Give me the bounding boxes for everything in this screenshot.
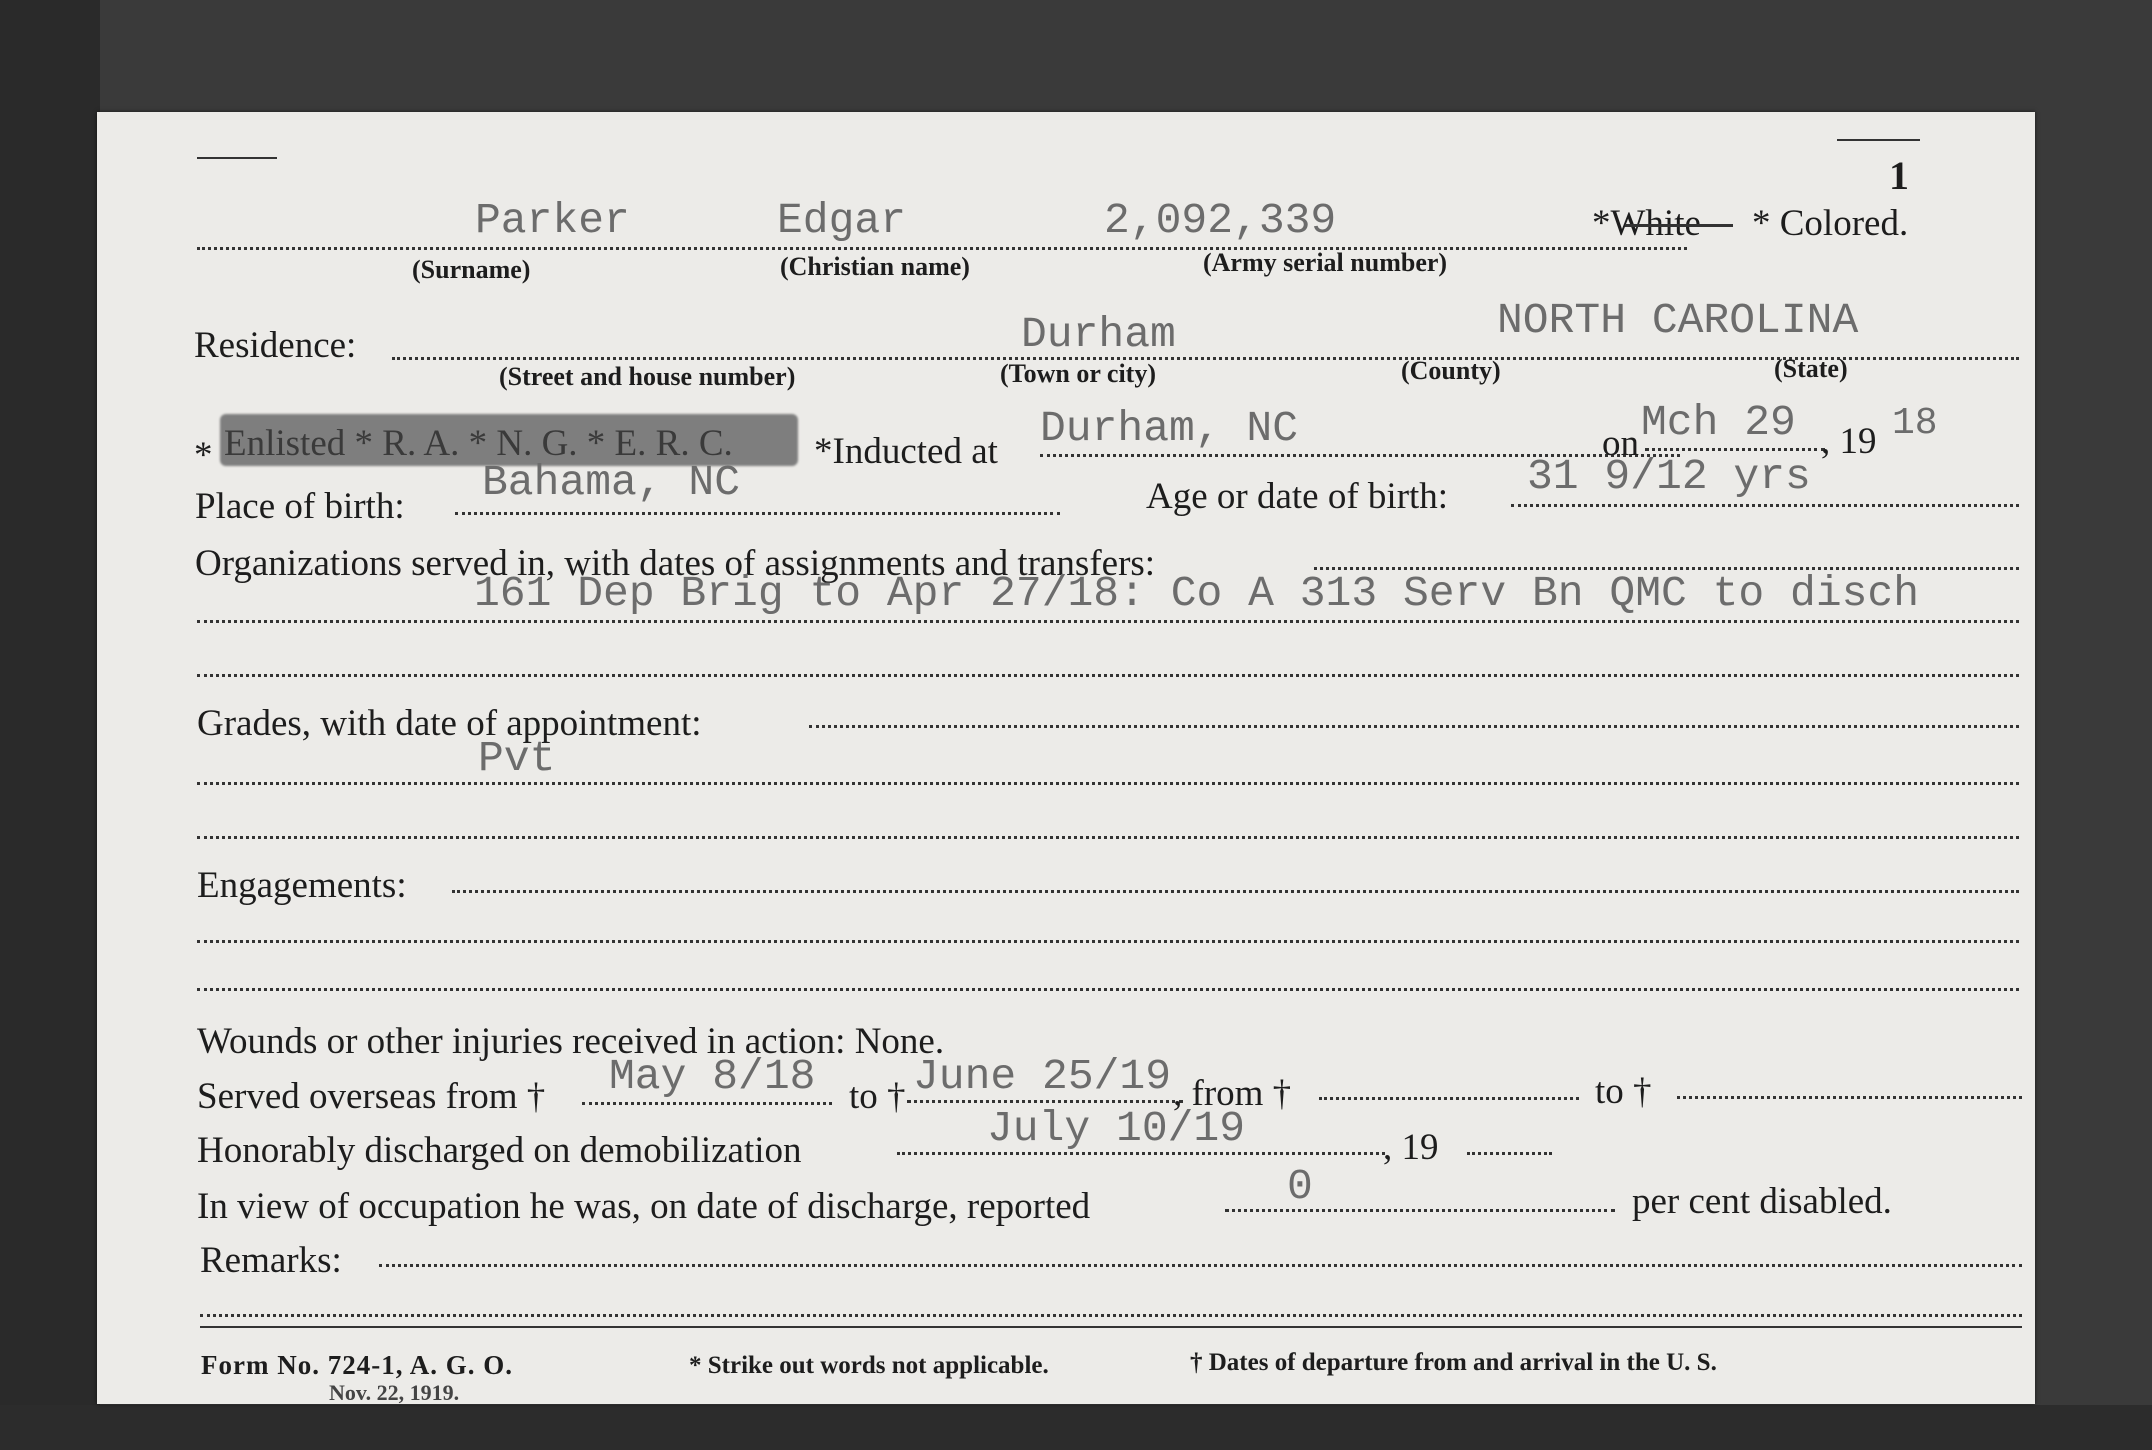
grades-label: Grades, with date of appointment: [197, 703, 702, 744]
discharge-year-label: , 19 [1383, 1127, 1439, 1168]
engagements-line-2 [197, 940, 2019, 943]
inducted-place-value: Durham, NC [1040, 404, 1299, 453]
overseas-to-label: to † [849, 1076, 906, 1117]
overseas-to-value: June 25/19 [913, 1052, 1172, 1101]
residence-town-value: Durham [1021, 310, 1176, 359]
grades-line-2 [197, 782, 2019, 785]
serial-number-label: (Army serial number) [1203, 248, 1448, 277]
remarks-line-2 [200, 1314, 2022, 1317]
place-of-birth-line [455, 512, 1060, 515]
on-label: on [1602, 423, 1639, 464]
strike-note: * Strike out words not applicable. [689, 1352, 1049, 1379]
age-label: Age or date of birth: [1146, 476, 1449, 517]
induction-date-value: Mch 29 [1641, 398, 1796, 447]
overseas-from-line [582, 1102, 832, 1105]
race-white-option: *White [1592, 203, 1701, 244]
overseas-from2-label: , from † [1173, 1073, 1292, 1114]
grades-line-3 [197, 836, 2019, 839]
residence-state-value: NORTH CAROLINA [1497, 296, 1859, 345]
overseas-to-line [907, 1100, 1183, 1103]
remarks-line-1 [379, 1264, 2022, 1267]
service-record-card [97, 112, 2035, 1404]
footer-rule [200, 1326, 2022, 1328]
remarks-label: Remarks: [200, 1240, 342, 1281]
organizations-line-2 [197, 620, 2019, 623]
place-of-birth-value: Bahama, NC [482, 458, 741, 507]
wounds-text: Wounds or other injuries received in action: None. [197, 1021, 945, 1062]
disability-label: In view of occupation he was, on date of discharge, reported [197, 1186, 1091, 1227]
state-label: (State) [1774, 354, 1848, 383]
grades-value: Pvt [478, 734, 556, 783]
engagements-label: Engagements: [197, 865, 407, 906]
enlisted-options: Enlisted * R. A. * N. G. * E. R. C. [224, 423, 733, 464]
age-line [1511, 504, 2019, 507]
overseas-label: Served overseas from † [197, 1076, 546, 1117]
top-right-mark [1837, 139, 1920, 141]
inducted-label: *Inducted at [814, 431, 998, 472]
christian-name-label: (Christian name) [780, 252, 970, 281]
scan-background-bottom [0, 1405, 2152, 1450]
place-of-birth-label: Place of birth: [195, 486, 405, 527]
induction-date-line [1645, 448, 1825, 451]
overseas-from2-line [1319, 1097, 1579, 1100]
induction-year-prefix: , 19 [1821, 421, 1877, 462]
organizations-value: 161 Dep Brig to Apr 27/18: Co A 313 Serv Bn QMC to disch [474, 569, 1920, 618]
scan-background-left [0, 0, 100, 1450]
organizations-line-3 [197, 674, 2019, 677]
name-line [197, 247, 1687, 250]
induction-year-value: 18 [1892, 402, 1938, 445]
engagements-line-1 [452, 890, 2019, 893]
form-date: Nov. 22, 1919. [329, 1380, 460, 1405]
dates-note: † Dates of departure from and arrival in the U. S. [1190, 1349, 1717, 1376]
christian-name-value: Edgar [777, 196, 907, 245]
discharge-date-line [897, 1152, 1385, 1155]
page-number: 1 [1889, 153, 1909, 198]
county-label: (County) [1401, 356, 1501, 385]
race-white-strikeout [1625, 224, 1733, 227]
surname-label: (Surname) [412, 255, 531, 284]
organizations-label: Organizations served in, with dates of assignments and transfers: [195, 543, 1156, 584]
discharge-date-value: July 10/19 [987, 1104, 1246, 1153]
enlisted-star: * [194, 435, 213, 476]
age-value: 31 9/12 yrs [1527, 452, 1811, 501]
disability-suffix: per cent disabled. [1632, 1181, 1892, 1222]
overseas-to2-line [1677, 1096, 2022, 1099]
top-left-mark [197, 157, 277, 159]
street-label: (Street and house number) [499, 362, 796, 391]
discharge-year-line [1467, 1152, 1552, 1155]
overseas-to2-label: to † [1595, 1071, 1652, 1112]
discharge-label: Honorably discharged on demobilization [197, 1130, 802, 1171]
engagements-line-3 [197, 988, 2019, 991]
town-label: (Town or city) [1000, 359, 1156, 388]
race-colored-option: * Colored. [1752, 203, 1909, 244]
grades-line-1 [809, 725, 2019, 728]
surname-value: Parker [475, 196, 630, 245]
overseas-from-value: May 8/18 [609, 1052, 816, 1101]
residence-label: Residence: [194, 325, 357, 366]
form-number: Form No. 724-1, A. G. O. [201, 1350, 513, 1380]
serial-number-value: 2,092,339 [1104, 196, 1337, 245]
disability-value: 0 [1287, 1162, 1313, 1211]
disability-line [1225, 1209, 1615, 1212]
